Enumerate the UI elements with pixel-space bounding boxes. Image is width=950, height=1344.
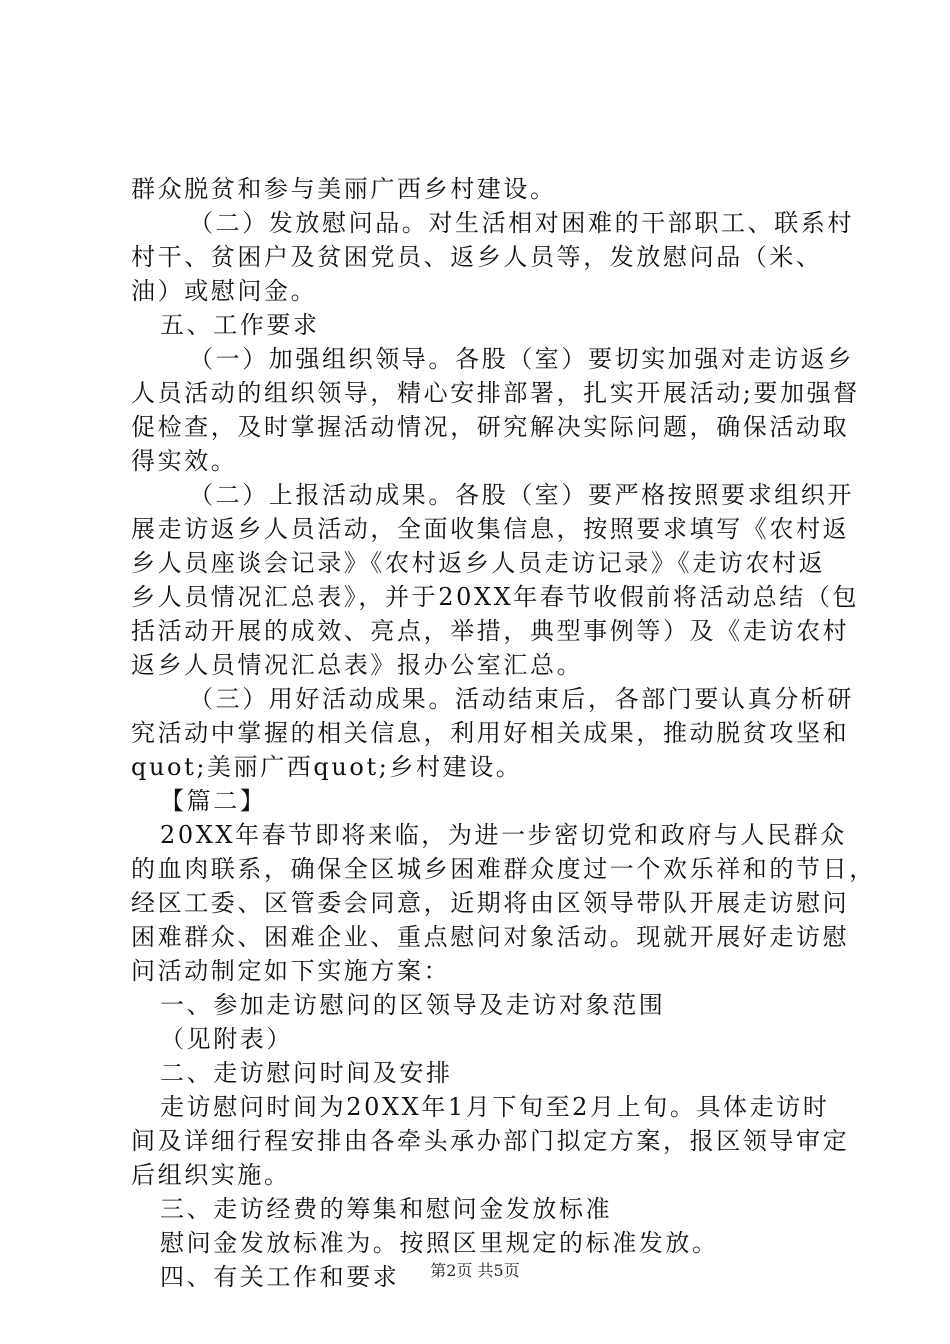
page-footer: 第2页 共5页 <box>430 1261 520 1280</box>
text-line: （二）上报活动成果。各股（室）要严格按照要求组织开 <box>189 481 854 509</box>
text-line: 问活动制定如下实施方案： <box>131 957 451 985</box>
text-line: 困难群众、困难企业、重点慰问对象活动。现就开展好走访慰 <box>131 923 850 951</box>
text-line: 返乡人员情况汇总表》报办公室汇总。 <box>131 651 584 679</box>
text-line: 油）或慰问金。 <box>131 277 318 305</box>
text-line: quot;美丽广西quot;乡村建设。 <box>131 753 523 781</box>
text-line: 二、走访慰问时间及安排 <box>160 1059 453 1087</box>
text-line: 一、参加走访慰问的区领导及走访对象范围 <box>160 991 666 1019</box>
text-line: （三）用好活动成果。活动结束后，各部门要认真分析研 <box>189 685 854 713</box>
text-line: 走访慰问时间为20XX年1月下旬至2月上旬。具体走访时 <box>160 1093 830 1121</box>
text-line: 四、有关工作和要求 <box>160 1263 400 1291</box>
text-line: 三、走访经费的筹集和慰问金发放标准 <box>160 1195 613 1223</box>
text-line: 【篇二】 <box>160 787 267 815</box>
text-line: （二）发放慰问品。对生活相对困难的干部职工、联系村 <box>189 209 854 237</box>
text-line: 乡人员座谈会记录》《农村返乡人员走访记录》《走访农村返 <box>131 549 826 577</box>
text-line: 括活动开展的成效、亮点，举措，典型事例等）及《走访农村 <box>131 617 850 645</box>
text-line: 得实效。 <box>131 447 238 475</box>
text-line: （一）加强组织领导。各股（室）要切实加强对走访返乡 <box>189 345 854 373</box>
text-line: 后组织实施。 <box>131 1161 291 1189</box>
text-line: （见附表） <box>160 1025 293 1053</box>
text-line: 促检查，及时掌握活动情况，研究解决实际问题，确保活动取 <box>131 413 850 441</box>
text-line: 的血肉联系，确保全区城乡困难群众度过一个欢乐祥和的节日， <box>131 855 876 883</box>
text-line: 群众脱贫和参与美丽广西乡村建设。 <box>131 175 557 203</box>
text-line: 五、工作要求 <box>160 311 320 339</box>
text-line: 经区工委、区管委会同意，近期将由区领导带队开展走访慰问 <box>131 889 850 917</box>
text-line: 间及详细行程安排由各牵头承办部门拟定方案，报区领导审定 <box>131 1127 850 1155</box>
text-line: 20XX年春节即将来临，为进一步密切党和政府与人民群众 <box>160 821 847 849</box>
text-line: 慰问金发放标准为。按照区里规定的标准发放。 <box>160 1229 719 1257</box>
text-line: 村干、贫困户及贫困党员、返乡人员等，发放慰问品（米、 <box>131 243 823 271</box>
text-line: 人员活动的组织领导，精心安排部署，扎实开展活动;要加强督 <box>131 379 860 407</box>
document-body <box>131 172 876 1294</box>
text-line: 展走访返乡人员活动，全面收集信息，按照要求填写《农村返 <box>131 515 850 543</box>
text-line: 乡人员情况汇总表》，并于20XX年春节收假前将活动总结（包 <box>131 583 860 611</box>
text-line: 究活动中掌握的相关信息，利用好相关成果，推动脱贫攻坚和 <box>131 719 850 747</box>
